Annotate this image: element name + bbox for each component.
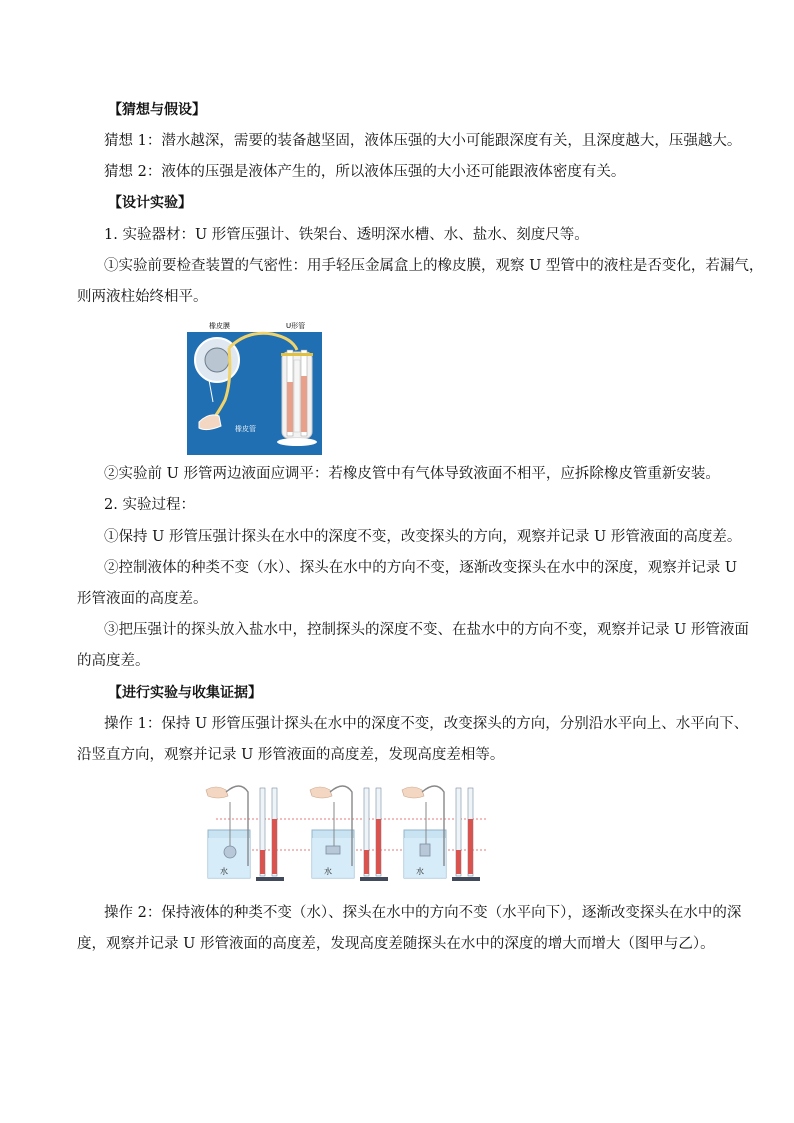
airtight-check-line-2: 则两液柱始终相平。 [77, 289, 208, 305]
setup-3 [402, 786, 480, 881]
utube-1-left-liquid [260, 850, 265, 874]
process-heading: 2. 实验过程： [104, 497, 195, 513]
step-1-text: ①保持 U 形管压强计探头在水中的深度不变，改变探头的方向，观察并记录 U 形管液面的高度差。 [104, 529, 742, 545]
stand-1 [256, 877, 284, 881]
guess-1-text: 猜想 1：潜水越深，需要的装备越坚固，液体压强的大小可能跟深度有关，且深度越大，压强越大。 [104, 133, 742, 149]
airtight-check-line-1: ①实验前要检查装置的气密性：用手轻压金属盒上的橡皮膜，观察 U 型管中的液柱是否变化，若漏气， [104, 258, 764, 274]
hand-icon-2 [310, 787, 332, 798]
utube-2-right-liquid [376, 819, 381, 874]
experiment-heading: 【进行实验与收集证据】 [108, 685, 262, 701]
beaker-2-label: 水 [324, 867, 332, 876]
equipment-text: 1. 实验器材：U 形管压强计、铁架台、透明深水槽、水、盐水、刻度尺等。 [104, 227, 589, 243]
probe-head-2 [326, 846, 340, 854]
three-beaker-figure [196, 782, 488, 884]
water-2 [312, 838, 354, 878]
left-liquid-column [287, 382, 293, 432]
membrane-label: 橡皮膜 [209, 322, 230, 330]
step-2-line-1: ②控制液体的种类不变（水）、探头在水中的方向不变，逐渐改变探头在水中的深度，观察并记录 U [104, 560, 738, 576]
hand-icon-3 [402, 787, 424, 798]
beaker-1-label: 水 [220, 867, 228, 876]
metal-box-icon [205, 348, 229, 372]
utube-1-right-liquid [272, 819, 277, 874]
design-heading: 【设计实验】 [108, 195, 192, 211]
guess-2-text: 猜想 2：液体的压强是液体产生的，所以液体压强的大小还可能跟液体密度有关。 [104, 164, 626, 180]
probe-head-3 [420, 844, 430, 856]
scale-ruler [294, 360, 300, 432]
hypothesis-heading: 【猜想与假设】 [108, 102, 206, 118]
pressure-gauge-figure [187, 320, 322, 455]
utube-base [277, 438, 317, 446]
operation-2-line-2: 度，观察并记录 U 形管液面的高度差，发现高度差随探头在水中的深度的增大而增大（图甲与乙）。 [77, 936, 715, 952]
utube-3-left-liquid [456, 850, 461, 874]
hand-icon-1 [206, 787, 228, 798]
utube-2-left-liquid [364, 850, 369, 874]
operation-1-line-2: 沿竖直方向，观察并记录 U 形管液面的高度差，发现高度差相等。 [77, 747, 505, 763]
stand-2 [360, 877, 388, 881]
utube-top-clamp [281, 353, 313, 356]
operation-2-line-1: 操作 2：保持液体的种类不变（水）、探头在水中的方向不变（水平向下），逐渐改变探头在水中的深 [104, 905, 742, 921]
stand-3 [452, 877, 480, 881]
setup-2 [310, 786, 388, 881]
utube-label: U形管 [286, 322, 306, 330]
probe-head-1 [224, 846, 236, 858]
step-3-line-2: 的高度差。 [77, 653, 150, 669]
utube-3-right-liquid [468, 819, 473, 874]
operation-1-line-1: 操作 1：保持 U 形管压强计探头在水中的深度不变，改变探头的方向，分别沿水平向上、水平向下、 [104, 716, 749, 732]
leveling-text: ②实验前 U 形管两边液面应调平：若橡皮管中有气体导致液面不相平，应拆除橡皮管重新安装。 [104, 466, 720, 482]
beaker-3-label: 水 [416, 867, 424, 876]
right-liquid-column [301, 376, 307, 432]
step-2-line-2: 形管液面的高度差。 [77, 591, 208, 607]
setup-1 [206, 786, 284, 881]
hose-label: 橡皮管 [235, 425, 256, 433]
step-3-line-1: ③把压强计的探头放入盐水中，控制探头的深度不变、在盐水中的方向不变，观察并记录 U 形管液面 [104, 622, 749, 638]
